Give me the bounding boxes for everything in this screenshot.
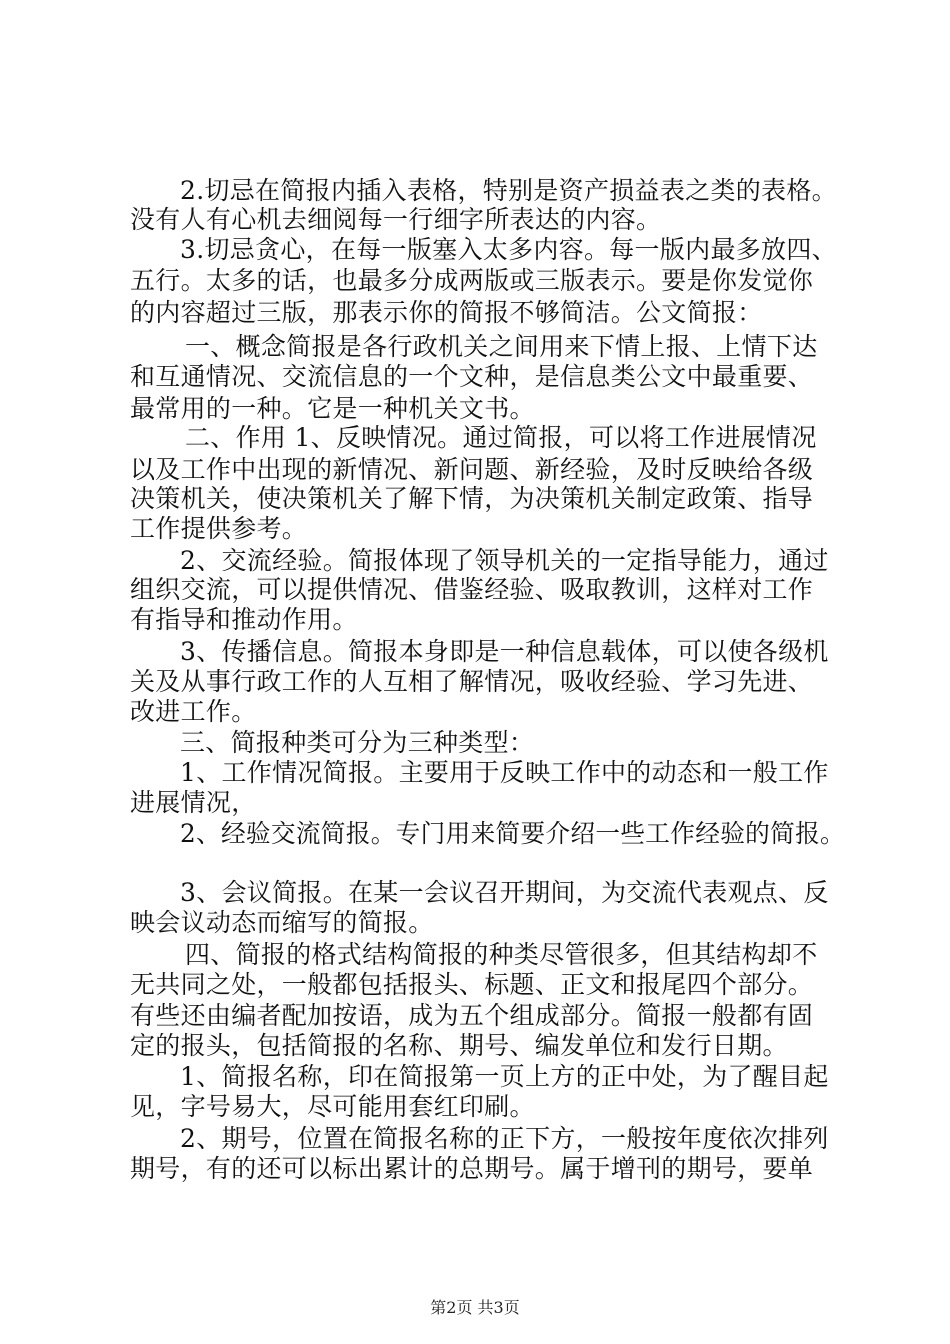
text-line: 组织交流，可以提供情况、借鉴经验、吸取教训，这样对工作 bbox=[130, 575, 814, 604]
text-line: 没有人有心机去细阅每一行细字所表达的内容。 bbox=[130, 205, 662, 234]
text-line: 关及从事行政工作的人互相了解情况，吸收经验、学习先进、 bbox=[130, 667, 814, 696]
text-line: 2、交流经验。简报体现了领导机关的一定指导能力，通过 bbox=[180, 546, 829, 575]
page-number-footer: 第2页 共3页 bbox=[430, 1298, 520, 1317]
text-line: 改进工作。 bbox=[130, 697, 257, 726]
text-line: 定的报头，包括简报的名称、期号、编发单位和发行日期。 bbox=[130, 1031, 788, 1060]
text-line: 有指导和推动作用。 bbox=[130, 605, 358, 634]
text-line: 进展情况， bbox=[130, 788, 257, 817]
text-line: 映会议动态而缩写的简报。 bbox=[130, 908, 434, 937]
text-line: 1、工作情况简报。主要用于反映工作中的动态和一般工作 bbox=[180, 758, 829, 787]
text-line: 1、简报名称，印在简报第一页上方的正中处，为了醒目起 bbox=[180, 1062, 829, 1091]
text-line: 最常用的一种。它是一种机关文书。 bbox=[130, 394, 535, 423]
text-line: 有些还由编者配加按语，成为五个组成部分。简报一般都有固 bbox=[130, 1001, 814, 1030]
text-line: 工作提供参考。 bbox=[130, 514, 308, 543]
text-line: 四、简报的格式结构简报的种类尽管很多，但其结构却不 bbox=[185, 940, 818, 969]
text-line: 2.切忌在简报内插入表格，特别是资产损益表之类的表格。 bbox=[180, 176, 837, 205]
text-line: 一、概念简报是各行政机关之间用来下情上报、上情下达 bbox=[185, 332, 818, 361]
text-line: 三、简报种类可分为三种类型： bbox=[180, 728, 535, 757]
text-line: 无共同之处，一般都包括报头、标题、正文和报尾四个部分。 bbox=[130, 970, 814, 999]
text-line: 2、经验交流简报。专门用来简要介绍一些工作经验的简报。 bbox=[180, 819, 846, 848]
text-line: 3.切忌贪心，在每一版塞入太多内容。每一版内最多放四、 bbox=[180, 235, 837, 264]
text-line: 二、作用 1、反映情况。通过简报，可以将工作进展情况 bbox=[185, 423, 817, 452]
text-line: 五行。太多的话，也最多分成两版或三版表示。要是你发觉你 bbox=[130, 266, 814, 295]
text-line: 以及工作中出现的新情况、新问题、新经验，及时反映给各级 bbox=[130, 455, 814, 484]
text-line: 3、传播信息。简报本身即是一种信息载体，可以使各级机 bbox=[180, 637, 829, 666]
text-line: 3、会议简报。在某一会议召开期间，为交流代表观点、反 bbox=[180, 878, 829, 907]
text-line: 和互通情况、交流信息的一个文种，是信息类公文中最重要、 bbox=[130, 362, 814, 391]
text-line: 2、期号，位置在简报名称的正下方，一般按年度依次排列 bbox=[180, 1124, 829, 1153]
text-line: 决策机关，使决策机关了解下情，为决策机关制定政策、指导 bbox=[130, 484, 814, 513]
text-line: 见，字号易大，尽可能用套红印刷。 bbox=[130, 1092, 535, 1121]
text-line: 的内容超过三版，那表示你的简报不够简洁。公文简报： bbox=[130, 298, 763, 327]
text-line: 期号，有的还可以标出累计的总期号。属于增刊的期号，要单 bbox=[130, 1154, 814, 1183]
